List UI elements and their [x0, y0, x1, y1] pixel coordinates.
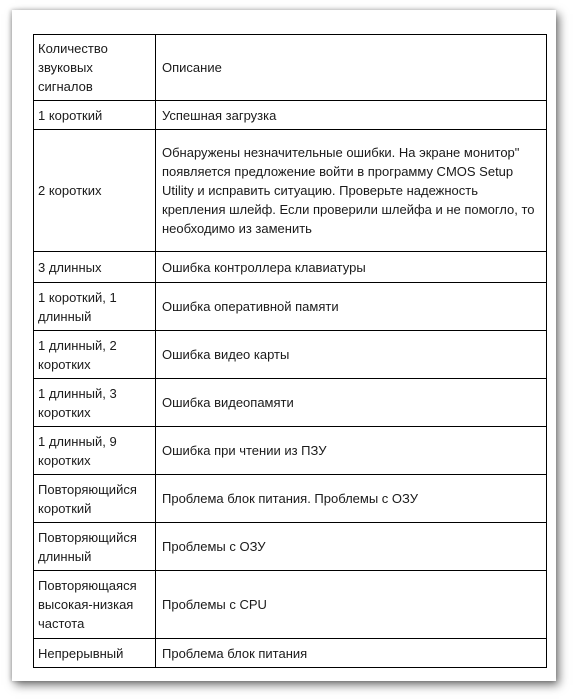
table-row: [34, 331, 547, 379]
table-row: [34, 379, 547, 427]
table-row: [34, 252, 547, 283]
table-row: [34, 101, 547, 130]
table-row: [34, 571, 547, 639]
description-cell: Успешная загрузка: [156, 101, 547, 130]
description-cell: Проблема блок питания. Проблемы с ОЗУ: [156, 475, 547, 523]
description-cell: Ошибка видеопамяти: [156, 379, 547, 427]
description-cell: Проблемы с ОЗУ: [156, 523, 547, 571]
table-row: [34, 283, 547, 331]
signals-cell: Повторяющийся длинный: [34, 523, 156, 571]
signals-cell: Повторяющаяся высокая-низкая частота: [34, 571, 156, 639]
description-cell: Проблема блок питания: [156, 639, 547, 668]
table-row: [34, 523, 547, 571]
description-cell: Ошибка контроллера клавиатуры: [156, 252, 547, 283]
table-row: [34, 130, 547, 252]
signals-cell: Повторяющийся короткий: [34, 475, 156, 523]
header-description-cell: Описание: [156, 35, 547, 101]
signals-cell: 1 короткий, 1 длинный: [34, 283, 156, 331]
signals-cell: 2 коротких: [34, 130, 156, 252]
signals-cell: 1 длинный, 2 коротких: [34, 331, 156, 379]
table-row: [34, 427, 547, 475]
description-cell: Ошибка оперативной памяти: [156, 283, 547, 331]
signals-cell: 1 длинный, 3 коротких: [34, 379, 156, 427]
header-signals-cell: Количество звуковых сигналов: [34, 35, 156, 101]
signals-cell: 1 длинный, 9 коротких: [34, 427, 156, 475]
description-cell: Ошибка при чтении из ПЗУ: [156, 427, 547, 475]
beep-codes-table: [33, 34, 547, 668]
document-page: [12, 10, 556, 681]
table-header-row: [34, 35, 547, 101]
signals-cell: 1 короткий: [34, 101, 156, 130]
signals-cell: 3 длинных: [34, 252, 156, 283]
signals-cell: Непрерывный: [34, 639, 156, 668]
description-cell: Проблемы с CPU: [156, 571, 547, 639]
table-row: [34, 475, 547, 523]
table-row: [34, 639, 547, 668]
description-cell: Ошибка видео карты: [156, 331, 547, 379]
description-cell: Обнаружены незначительные ошибки. На экране монитор" появляется предложение войти в программу CMOS Setup Utility и исправить ситуацию. Проверьте надежность крепления шлейф. Если проверили шлейфа и не помогло, то необходимо из заменить: [156, 130, 547, 252]
